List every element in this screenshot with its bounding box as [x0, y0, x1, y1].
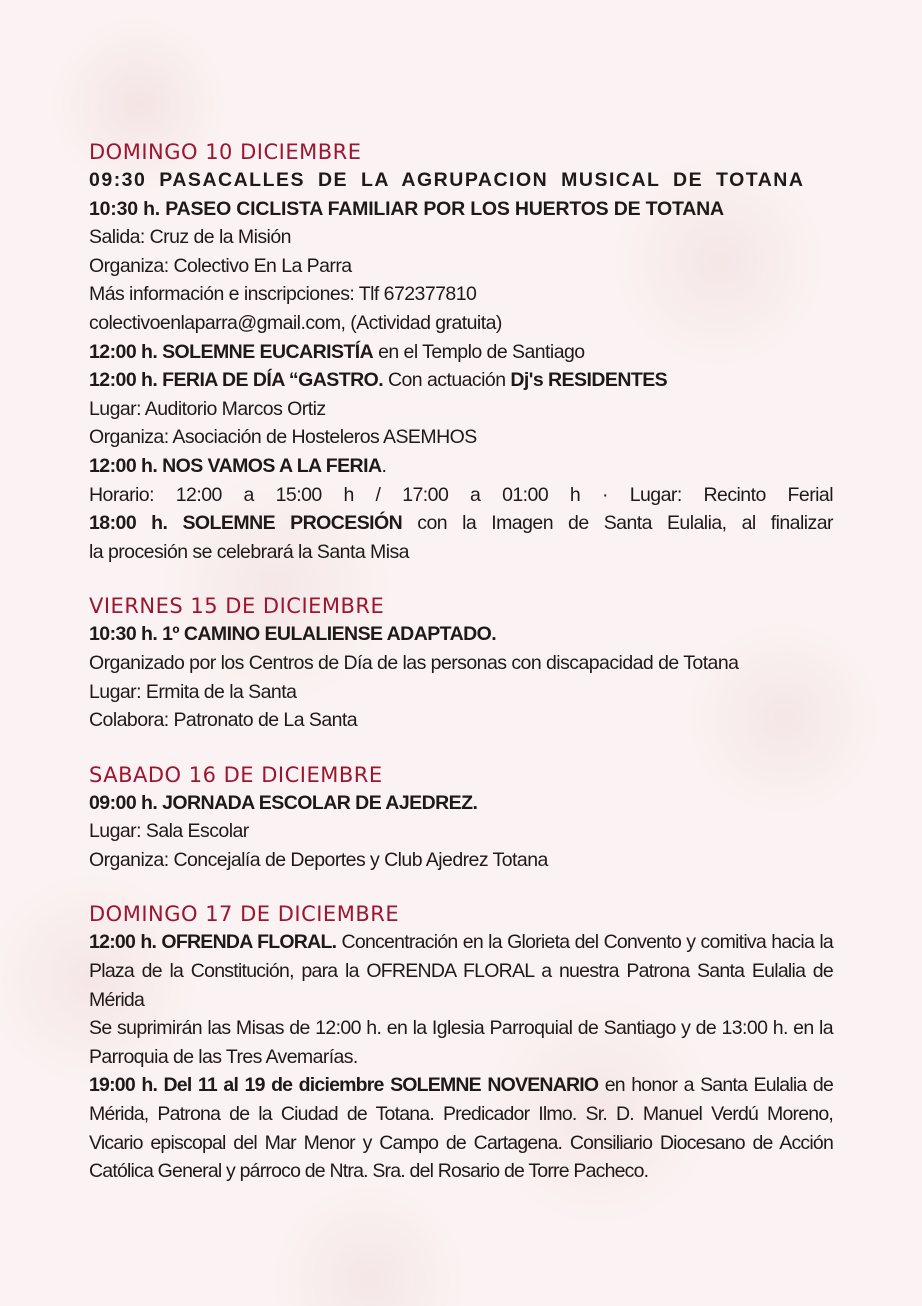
event-title: 18:00 h. SOLEMNE PROCESIÓN con la Imagen de Santa Eulalia, al finalizar — [89, 512, 833, 535]
event-detail: Colabora: Patronato de La Santa — [89, 709, 358, 732]
event-contact: colectivoenlaparra@gmail.com, (Actividad gratuita) — [89, 311, 502, 334]
event-detail: la procesión se celebrará la Santa Misa — [89, 540, 409, 563]
section-viernes-15 — [89, 592, 833, 734]
event-paragraph: 19:00 h. Del 11 al 19 de diciembre SOLEMNE NOVENARIO en honor a Santa Eulalia de Mérida, Patrona de la Ciudad de Totana. Predicador Ilmo. Sr. D. Manuel Verdú Moreno, Vicario episcopal del Mar Menor y Campo de Cartagena. Consiliario Diocesano de Acción Católica General y párroco de Ntra. Sra. del Rosario de Torre Pacheco. — [89, 1074, 834, 1183]
event-paragraph: Se suprimirán las Misas de 12:00 h. en la Iglesia Parroquial de Santiago y de 13:00 h. en la Parroquia de las Tres Avemarías. — [89, 1017, 833, 1068]
section-domingo-10 — [89, 138, 833, 566]
event-title: 09:00 h. JORNADA ESCOLAR DE AJEDREZ. — [89, 791, 478, 814]
event-title: 12:00 h. SOLEMNE EUCARISTÍA en el Templo de Santiago — [89, 340, 585, 363]
event-detail: Organiza: Concejalía de Deportes y Club Ajedrez Totana — [89, 848, 548, 871]
event-paragraph: 12:00 h. OFRENDA FLORAL. Concentración en la Glorieta del Convento y comitiva hacia la Plaza de la Constitución, para la OFRENDA FLORAL a nuestra Patrona Santa Eulalia de Mérida — [89, 931, 833, 1011]
day-heading: DOMINGO 10 DICIEMBRE — [89, 140, 362, 164]
event-detail: Lugar: Ermita de la Santa — [89, 680, 297, 703]
event-title: 10:30 h. 1º CAMINO EULALIENSE ADAPTADO. — [89, 623, 497, 646]
section-domingo-17 — [89, 900, 833, 1185]
event-detail: Horario: 12:00 a 15:00 h / 17:00 a 01:00 h · Lugar: Recinto Ferial — [89, 483, 833, 506]
event-detail: Organiza: Asociación de Hosteleros ASEMHOS — [89, 426, 477, 449]
event-detail: Organiza: Colectivo En La Parra — [89, 254, 352, 277]
program-page — [89, 138, 833, 1212]
event-title: 12:00 h. NOS VAMOS A LA FERIA. — [89, 454, 387, 477]
event-detail: Salida: Cruz de la Misión — [89, 226, 291, 249]
day-heading: DOMINGO 17 DE DICIEMBRE — [89, 902, 400, 927]
event-detail: Organizado por los Centros de Día de las personas con discapacidad de Totana — [89, 651, 739, 674]
event-title: 09:30 PASACALLES DE LA AGRUPACION MUSICAL DE TOTANA — [89, 169, 805, 191]
day-heading: VIERNES 15 DE DICIEMBRE — [89, 594, 385, 619]
event-title: 10:30 h. PASEO CICLISTA FAMILIAR POR LOS HUERTOS DE TOTANA — [89, 197, 724, 220]
event-detail: Más información e inscripciones: Tlf 672377810 — [89, 283, 477, 306]
section-sabado-16 — [89, 761, 833, 875]
event-detail: Lugar: Auditorio Marcos Ortiz — [89, 397, 326, 420]
day-heading: SABADO 16 DE DICIEMBRE — [89, 762, 383, 787]
event-title: 12:00 h. FERIA DE DÍA “GASTRO. Con actuación Dj's RESIDENTES — [89, 369, 668, 392]
event-detail: Lugar: Sala Escolar — [89, 820, 249, 843]
